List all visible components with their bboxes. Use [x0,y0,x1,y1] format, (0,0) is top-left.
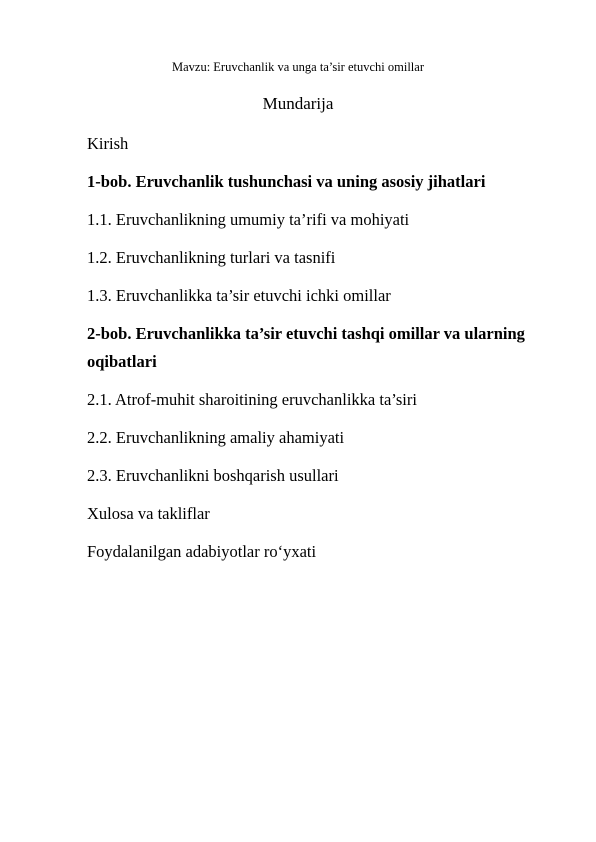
toc-entry-section-1-2: 1.2. Eruvchanlikning turlari va tasnifi [87,248,336,267]
toc-entry-section-1-1: 1.1. Eruvchanlikning umumiy ta’rifi va mohiyati [87,210,410,229]
toc-title: Mundarija [262,94,334,113]
toc-entry-references: Foydalanilgan adabiyotlar ro‘yxati [87,542,317,561]
table-of-contents [87,134,527,580]
toc-entry-section-2-2: 2.2. Eruvchanlikning amaliy ahamiyati [87,428,345,447]
toc-entry-introduction: Kirish [87,134,129,153]
toc-entry-section-2-1: 2.1. Atrof-muhit sharoitining eruvchanlikka ta’siri [87,390,417,409]
toc-entry-conclusion: Xulosa va takliflar [87,504,210,523]
toc-entry-section-1-3: 1.3. Eruvchanlikka ta’sir etuvchi ichki omillar [87,286,391,305]
toc-entry-chapter-1: 1-bob. Eruvchanlik tushunchasi va uning asosiy jihatlari [87,172,486,191]
topic-header: Mavzu: Eruvchanlik va unga ta’sir etuvchi omillar [171,60,424,74]
toc-entry-chapter-2: 2-bob. Eruvchanlikka ta’sir etuvchi tashqi omillar va ularning oqibatlari [87,324,525,371]
toc-entry-section-2-3: 2.3. Eruvchanlikni boshqarish usullari [87,466,339,485]
